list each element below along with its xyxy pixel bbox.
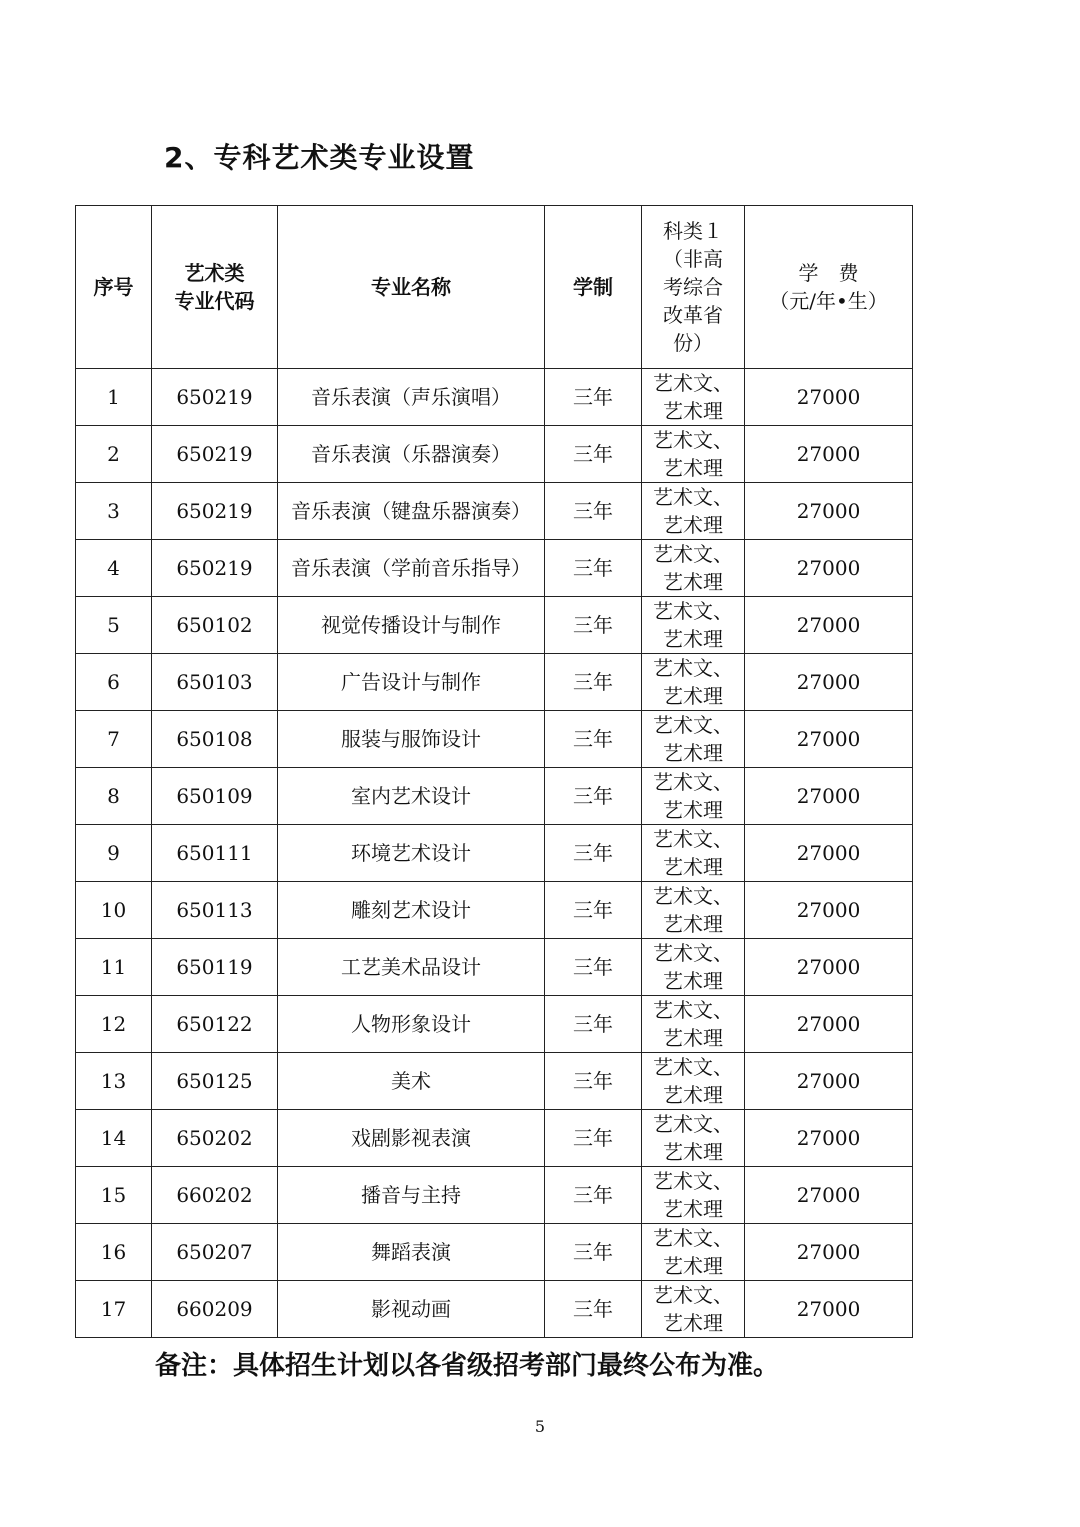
table-header-row	[76, 206, 913, 369]
cell-major-name: 人物形象设计	[278, 996, 545, 1053]
cell-category	[642, 483, 745, 540]
cell-category-line: 艺术文、	[653, 1112, 733, 1136]
cell-seq: 10	[76, 882, 152, 939]
cell-category-line: 艺术文、	[653, 485, 733, 509]
cell-duration: 三年	[545, 597, 642, 654]
cell-major-name: 音乐表演（声乐演唱）	[278, 369, 545, 426]
table-row	[76, 597, 913, 654]
cell-major-code: 660209	[152, 1281, 278, 1338]
cell-major-code: 660202	[152, 1167, 278, 1224]
cell-category-line: 艺术理	[663, 1140, 723, 1164]
cell-duration: 三年	[545, 768, 642, 825]
cell-category	[642, 426, 745, 483]
cell-category	[642, 825, 745, 882]
cell-major-code: 650207	[152, 1224, 278, 1281]
cell-category	[642, 1281, 745, 1338]
cell-major-name: 雕刻艺术设计	[278, 882, 545, 939]
cell-tuition: 27000	[745, 483, 913, 540]
cell-category-line: 艺术理	[663, 1311, 723, 1335]
header-tuition-line: 学 费	[798, 261, 859, 285]
header-name: 专业名称	[278, 206, 545, 369]
cell-category-line: 艺术文、	[653, 656, 733, 680]
cell-tuition: 27000	[745, 711, 913, 768]
header-code-line: 艺术类	[184, 261, 245, 285]
table-row	[76, 825, 913, 882]
cell-duration: 三年	[545, 1110, 642, 1167]
header-category-line: （非高	[663, 247, 723, 271]
cell-category-line: 艺术理	[663, 627, 723, 651]
cell-category-line: 艺术理	[663, 456, 723, 480]
cell-category-line: 艺术文、	[653, 1283, 733, 1307]
cell-category-line: 艺术理	[663, 741, 723, 765]
cell-major-code: 650202	[152, 1110, 278, 1167]
cell-category-line: 艺术文、	[653, 428, 733, 452]
cell-category	[642, 597, 745, 654]
page-number: 5	[534, 1417, 546, 1436]
header-category	[642, 206, 745, 369]
cell-category-line: 艺术理	[663, 1254, 723, 1278]
cell-category	[642, 882, 745, 939]
cell-major-code: 650219	[152, 426, 278, 483]
cell-duration: 三年	[545, 1224, 642, 1281]
header-tuition	[745, 206, 913, 369]
cell-category-line: 艺术文、	[653, 998, 733, 1022]
section-title: 2、专科艺术类专业设置	[164, 141, 475, 174]
cell-tuition: 27000	[745, 1167, 913, 1224]
cell-major-code: 650122	[152, 996, 278, 1053]
cell-major-name: 音乐表演（学前音乐指导）	[278, 540, 545, 597]
cell-category	[642, 369, 745, 426]
cell-major-name: 视觉传播设计与制作	[278, 597, 545, 654]
cell-category	[642, 711, 745, 768]
cell-category-line: 艺术文、	[653, 827, 733, 851]
cell-major-name: 音乐表演（乐器演奏）	[278, 426, 545, 483]
cell-tuition: 27000	[745, 426, 913, 483]
table-row	[76, 1224, 913, 1281]
cell-major-name: 服装与服饰设计	[278, 711, 545, 768]
cell-category-line: 艺术文、	[653, 884, 733, 908]
cell-major-name: 播音与主持	[278, 1167, 545, 1224]
cell-major-name: 工艺美术品设计	[278, 939, 545, 996]
cell-major-name: 戏剧影视表演	[278, 1110, 545, 1167]
cell-major-name: 环境艺术设计	[278, 825, 545, 882]
table-body	[76, 369, 913, 1338]
cell-category-line: 艺术文、	[653, 1226, 733, 1250]
cell-major-code: 650111	[152, 825, 278, 882]
cell-tuition: 27000	[745, 1224, 913, 1281]
cell-seq: 8	[76, 768, 152, 825]
cell-duration: 三年	[545, 369, 642, 426]
header-category-line: 考综合	[663, 275, 723, 299]
cell-duration: 三年	[545, 1281, 642, 1338]
cell-category	[642, 996, 745, 1053]
cell-category-line: 艺术文、	[653, 1055, 733, 1079]
cell-seq: 3	[76, 483, 152, 540]
cell-category	[642, 540, 745, 597]
cell-seq: 6	[76, 654, 152, 711]
cell-major-name: 美术	[278, 1053, 545, 1110]
cell-major-code: 650102	[152, 597, 278, 654]
majors-table	[75, 205, 913, 1338]
cell-category	[642, 654, 745, 711]
cell-category	[642, 939, 745, 996]
cell-category-line: 艺术理	[663, 570, 723, 594]
cell-tuition: 27000	[745, 1281, 913, 1338]
cell-seq: 7	[76, 711, 152, 768]
cell-duration: 三年	[545, 426, 642, 483]
header-category-line: 改革省	[663, 303, 723, 327]
header-category-line: 份）	[673, 331, 713, 355]
cell-duration: 三年	[545, 1053, 642, 1110]
cell-major-name: 舞蹈表演	[278, 1224, 545, 1281]
header-code-line: 专业代码	[174, 289, 255, 313]
cell-seq: 5	[76, 597, 152, 654]
cell-seq: 12	[76, 996, 152, 1053]
cell-major-code: 650113	[152, 882, 278, 939]
cell-major-code: 650109	[152, 768, 278, 825]
cell-category-line: 艺术理	[663, 969, 723, 993]
header-code	[152, 206, 278, 369]
cell-duration: 三年	[545, 825, 642, 882]
cell-seq: 4	[76, 540, 152, 597]
cell-category-line: 艺术理	[663, 798, 723, 822]
cell-seq: 2	[76, 426, 152, 483]
cell-category	[642, 1110, 745, 1167]
cell-major-code: 650219	[152, 369, 278, 426]
cell-major-code: 650125	[152, 1053, 278, 1110]
cell-tuition: 27000	[745, 768, 913, 825]
table-row	[76, 369, 913, 426]
cell-seq: 15	[76, 1167, 152, 1224]
cell-duration: 三年	[545, 483, 642, 540]
cell-seq: 11	[76, 939, 152, 996]
cell-tuition: 27000	[745, 540, 913, 597]
cell-category-line: 艺术理	[663, 684, 723, 708]
cell-category-line: 艺术文、	[653, 599, 733, 623]
cell-seq: 1	[76, 369, 152, 426]
cell-category	[642, 1167, 745, 1224]
cell-category-line: 艺术文、	[653, 1169, 733, 1193]
table-row	[76, 996, 913, 1053]
cell-tuition: 27000	[745, 882, 913, 939]
cell-major-code: 650219	[152, 540, 278, 597]
cell-category-line: 艺术理	[663, 513, 723, 537]
cell-duration: 三年	[545, 996, 642, 1053]
table-row	[76, 711, 913, 768]
cell-tuition: 27000	[745, 654, 913, 711]
table-row	[76, 1110, 913, 1167]
cell-category-line: 艺术理	[663, 1197, 723, 1221]
cell-major-code: 650219	[152, 483, 278, 540]
cell-duration: 三年	[545, 939, 642, 996]
cell-duration: 三年	[545, 540, 642, 597]
table-row	[76, 939, 913, 996]
cell-tuition: 27000	[745, 996, 913, 1053]
cell-category-line: 艺术理	[663, 1083, 723, 1107]
cell-category	[642, 1224, 745, 1281]
cell-tuition: 27000	[745, 939, 913, 996]
header-category-line: 科类１	[663, 219, 723, 243]
table-row	[76, 483, 913, 540]
cell-seq: 16	[76, 1224, 152, 1281]
cell-category-line: 艺术文、	[653, 713, 733, 737]
cell-duration: 三年	[545, 882, 642, 939]
cell-major-name: 音乐表演（键盘乐器演奏）	[278, 483, 545, 540]
cell-tuition: 27000	[745, 1110, 913, 1167]
table-row	[76, 882, 913, 939]
header-duration: 学制	[545, 206, 642, 369]
header-tuition-line: （元/年•生）	[769, 289, 888, 313]
cell-major-name: 室内艺术设计	[278, 768, 545, 825]
cell-seq: 9	[76, 825, 152, 882]
table-row	[76, 1053, 913, 1110]
cell-category-line: 艺术文、	[653, 770, 733, 794]
cell-major-code: 650108	[152, 711, 278, 768]
cell-seq: 14	[76, 1110, 152, 1167]
cell-category-line: 艺术文、	[653, 941, 733, 965]
cell-category	[642, 1053, 745, 1110]
cell-category-line: 艺术文、	[653, 542, 733, 566]
cell-category-line: 艺术理	[663, 912, 723, 936]
cell-tuition: 27000	[745, 825, 913, 882]
cell-major-code: 650119	[152, 939, 278, 996]
table-row	[76, 654, 913, 711]
cell-category-line: 艺术理	[663, 399, 723, 423]
cell-duration: 三年	[545, 711, 642, 768]
cell-major-code: 650103	[152, 654, 278, 711]
cell-seq: 13	[76, 1053, 152, 1110]
cell-category	[642, 768, 745, 825]
remark-note: 备注：具体招生计划以各省级招考部门最终公布为准。	[155, 1351, 780, 1381]
cell-duration: 三年	[545, 1167, 642, 1224]
cell-major-name: 广告设计与制作	[278, 654, 545, 711]
cell-category-line: 艺术文、	[653, 371, 733, 395]
table-row	[76, 1281, 913, 1338]
cell-tuition: 27000	[745, 597, 913, 654]
cell-tuition: 27000	[745, 1053, 913, 1110]
cell-tuition: 27000	[745, 369, 913, 426]
header-seq: 序号	[76, 206, 152, 369]
cell-category-line: 艺术理	[663, 855, 723, 879]
cell-seq: 17	[76, 1281, 152, 1338]
cell-major-name: 影视动画	[278, 1281, 545, 1338]
cell-duration: 三年	[545, 654, 642, 711]
cell-category-line: 艺术理	[663, 1026, 723, 1050]
table-row	[76, 426, 913, 483]
table-row	[76, 540, 913, 597]
table-row	[76, 768, 913, 825]
table-row	[76, 1167, 913, 1224]
